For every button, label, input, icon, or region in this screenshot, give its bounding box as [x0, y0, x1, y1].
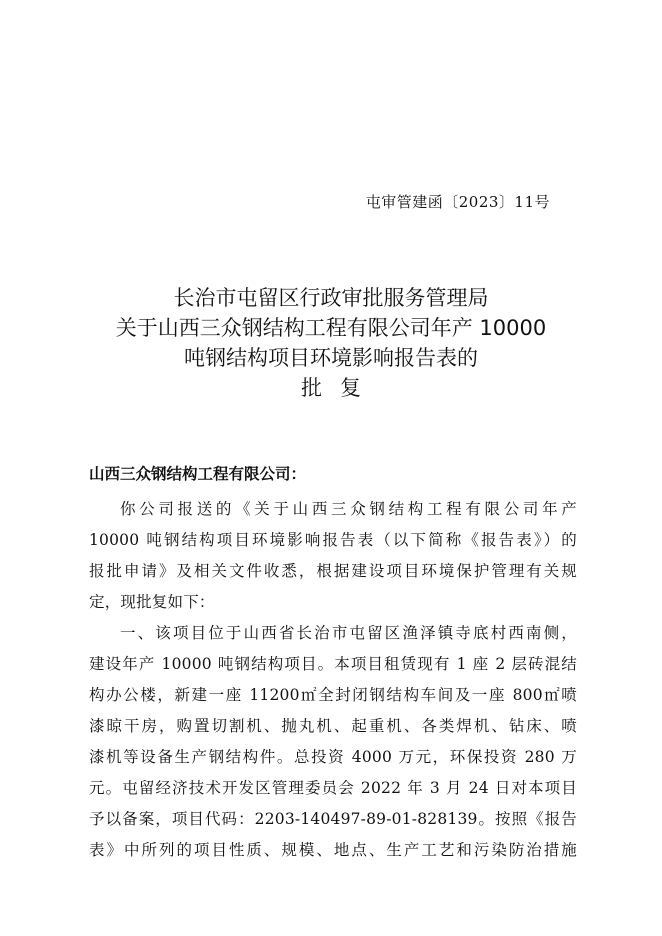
- body-line: 元。屯留经济技术开发区管理委员会 2022 年 3 月 24 日对本项目: [89, 779, 577, 797]
- body-line: 你公司报送的《关于山西三众钢结构工程有限公司年产: [120, 500, 577, 518]
- document-number: 屯审管建函〔2023〕11号: [365, 193, 550, 211]
- addressee: 山西三众钢结构工程有限公司：: [89, 465, 307, 483]
- title-line-1: 长治市屯留区行政审批服务管理局: [173, 286, 489, 310]
- body-line: 报批申请》及相关文件收悉，根据建设项目环境保护管理有关规: [89, 562, 577, 580]
- document-title: [0, 283, 662, 403]
- body-line: 漆机等设备生产钢结构件。总投资 4000 万元，环保投资 280 万: [89, 748, 577, 766]
- title-line-4: 批复: [301, 376, 379, 400]
- body-line: 表》中所列的项目性质、规模、地点、生产工艺和污染防治措施: [89, 841, 577, 859]
- body-line: 10000 吨钢结构项目环境影响报告表（以下简称《报告表》）的: [89, 531, 577, 549]
- body-line: 漆晾干房，购置切割机、抛丸机、起重机、各类焊机、钻床、喷: [89, 717, 577, 735]
- body-line: 构办公楼，新建一座 11200㎡全封闭钢结构车间及一座 800㎡喷: [89, 686, 577, 704]
- body-line: 建设年产 10000 吨钢结构项目。本项目租赁现有 1 座 2 层砖混结: [89, 655, 577, 673]
- title-line-3: 吨钢结构项目环境影响报告表的: [184, 346, 478, 370]
- body-line: 定，现批复如下：: [89, 593, 215, 611]
- body-line: 予以备案，项目代码：2203-140497-89-01-828139。按照《报告: [89, 810, 577, 828]
- body-line: 一、该项目位于山西省长治市屯留区渔泽镇寺底村西南侧，: [120, 624, 577, 642]
- title-line-2: 关于山西三众钢结构工程有限公司年产 10000: [115, 316, 547, 340]
